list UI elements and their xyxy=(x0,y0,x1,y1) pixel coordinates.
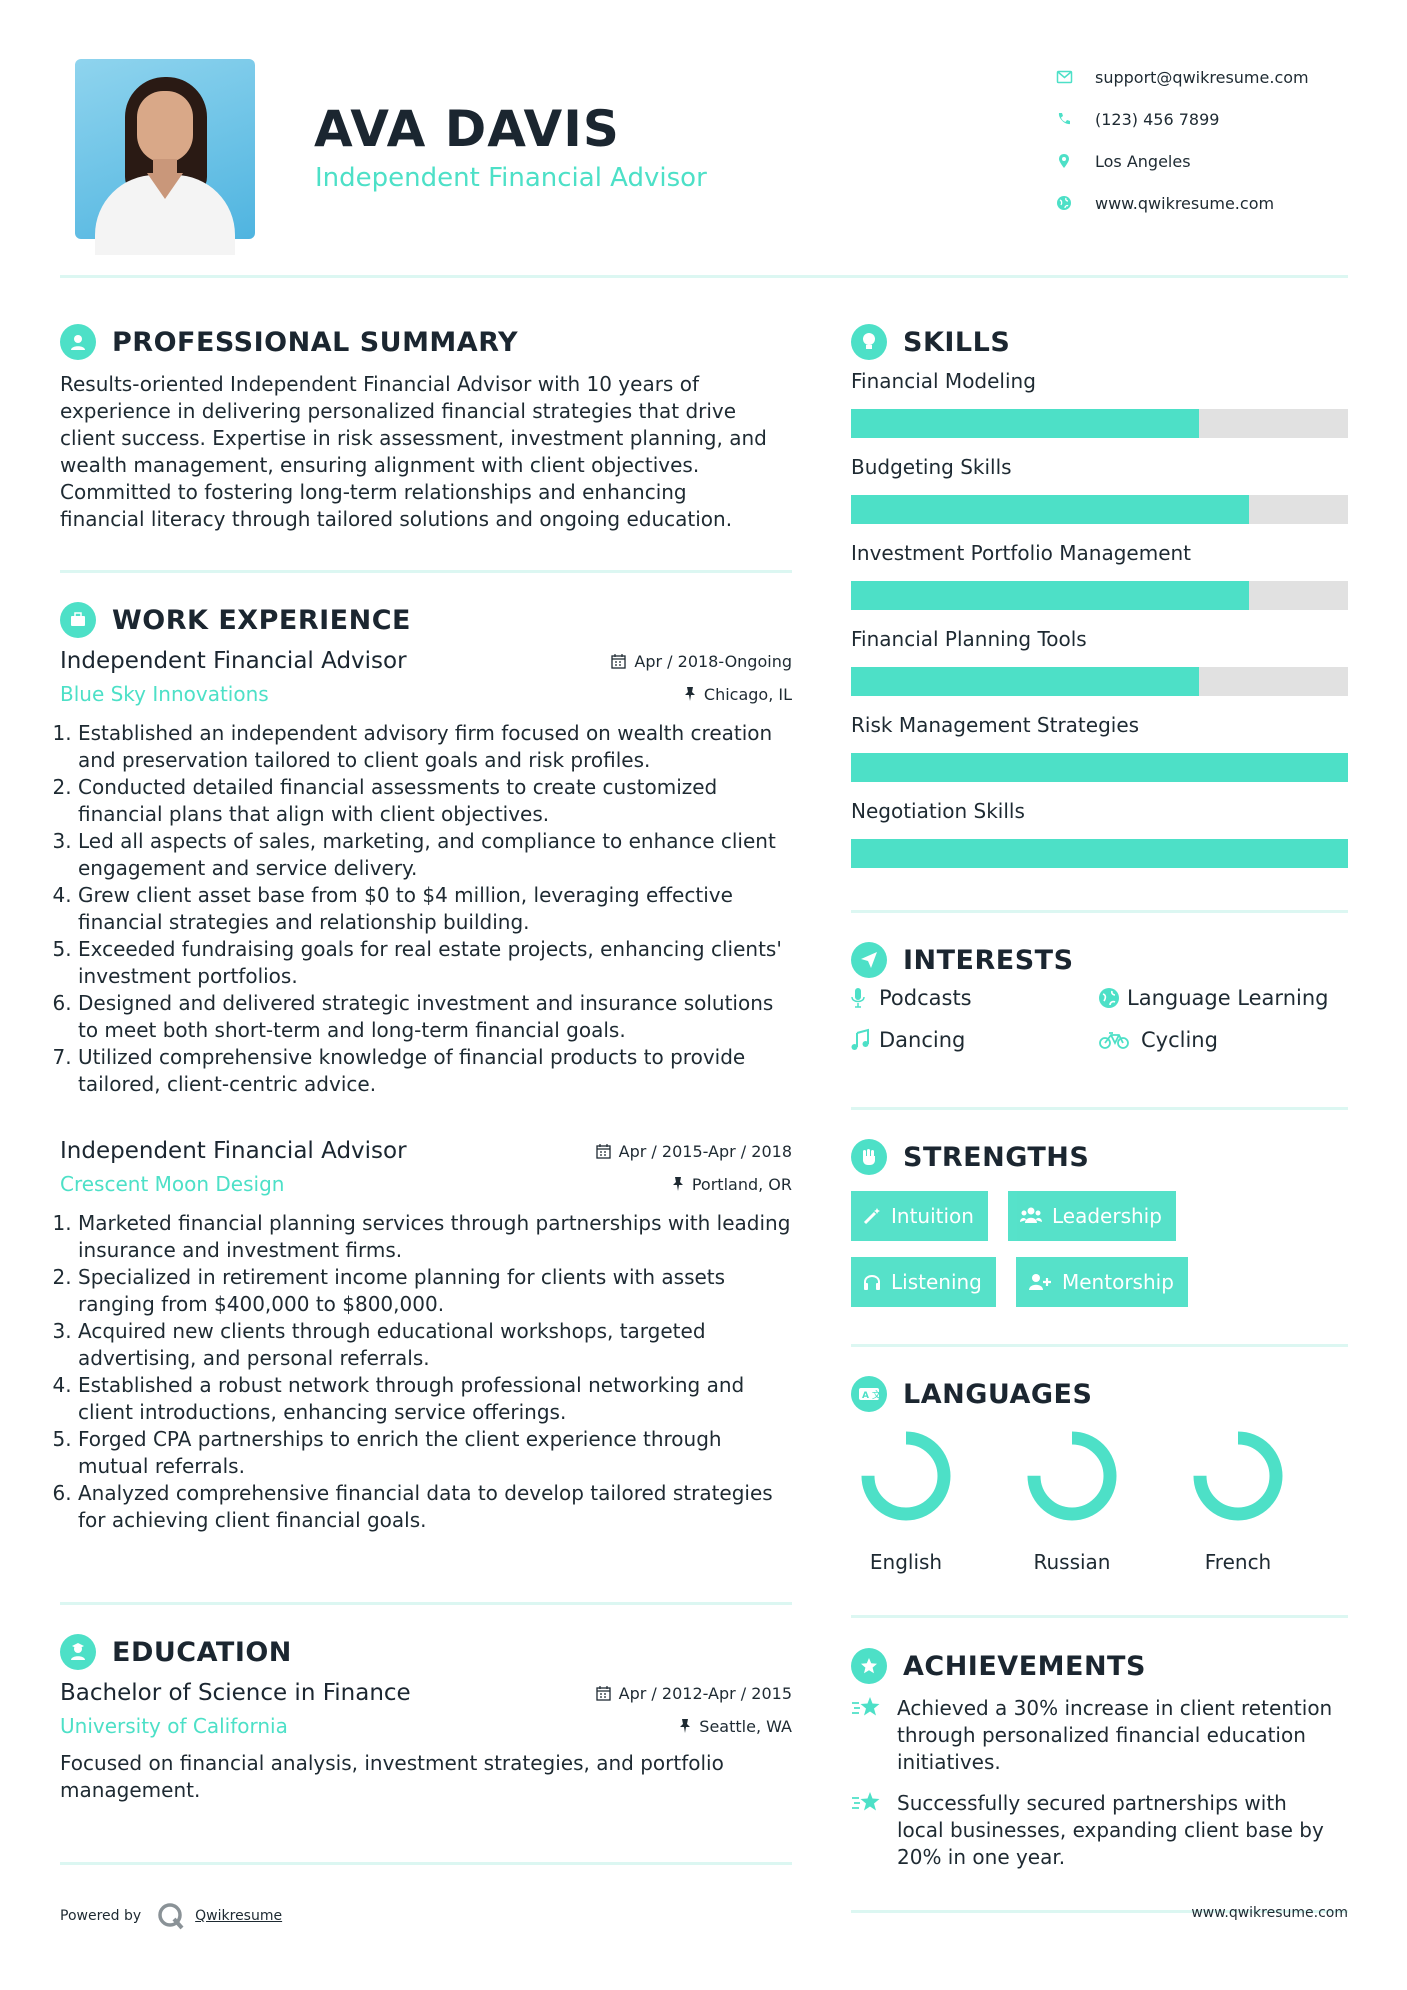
headphones-icon xyxy=(863,1273,881,1291)
language-label: Russian xyxy=(1033,1550,1111,1574)
skill-item xyxy=(851,627,1348,713)
experience-divider xyxy=(60,1602,792,1605)
microphone-icon xyxy=(851,988,879,1008)
language-label: English xyxy=(869,1550,943,1574)
interest-item: Cycling xyxy=(1099,1028,1348,1052)
summary-divider xyxy=(60,570,792,573)
languages-title: LANGUAGES xyxy=(903,1378,1093,1410)
skills-title: SKILLS xyxy=(903,326,1011,358)
job-title: Independent Financial Advisor xyxy=(60,1138,407,1164)
achievement-item: Successfully secured partnerships with local businesses, expanding client base by 20% in one year. xyxy=(851,1790,1351,1871)
job-duty-item: 6. Designed and delivered strategic investment and insurance solutions to meet both short-term and long-term financial goals. xyxy=(78,990,792,1044)
languages-heading xyxy=(851,1376,1092,1412)
job-duties-list xyxy=(60,720,792,1098)
skill-item xyxy=(851,541,1348,627)
award-icon xyxy=(851,1648,887,1684)
skill-bar xyxy=(851,839,1348,868)
summary-heading xyxy=(60,324,518,360)
header-divider xyxy=(60,275,1348,278)
email-icon xyxy=(1055,68,1073,86)
job-duty-item: 5. Forged CPA partnerships to enrich the client experience through mutual referrals. xyxy=(78,1426,792,1480)
education-heading xyxy=(60,1634,292,1670)
job-duty-item: 6. Analyzed comprehensive financial data to develop tailored strategies for achieving client financial goals. xyxy=(78,1480,792,1534)
language-level-ring xyxy=(1022,1426,1122,1526)
education-entry xyxy=(60,1680,792,1804)
interests-title: INTERESTS xyxy=(903,944,1074,976)
job-entry-2 xyxy=(60,1138,792,1534)
skill-item xyxy=(851,713,1348,799)
degree-title: Bachelor of Science in Finance xyxy=(60,1680,411,1706)
language-label: French xyxy=(1204,1550,1272,1574)
strength-chip: Listening xyxy=(851,1257,996,1307)
job-location: Chicago, IL xyxy=(684,685,792,704)
graduation-icon xyxy=(60,1634,96,1670)
fist-icon xyxy=(851,1139,887,1175)
skill-bar xyxy=(851,495,1348,524)
contact-website[interactable] xyxy=(1055,182,1309,224)
skill-label: Investment Portfolio Management xyxy=(851,541,1192,565)
skill-bar-fill xyxy=(851,495,1249,524)
job-duty-item: 3. Acquired new clients through educational workshops, targeted advertising, and personal referrals. xyxy=(78,1318,792,1372)
contact-email[interactable] xyxy=(1055,56,1309,98)
user-plus-icon xyxy=(1028,1273,1052,1291)
job-company: Blue Sky Innovations xyxy=(60,682,269,706)
languages-divider xyxy=(851,1615,1348,1618)
skill-bar-fill xyxy=(851,667,1199,696)
skills-divider xyxy=(851,910,1348,913)
skill-bar xyxy=(851,753,1348,782)
skill-item xyxy=(851,369,1348,455)
skills-list xyxy=(851,369,1348,885)
skill-item xyxy=(851,799,1348,885)
achievements-heading xyxy=(851,1648,1146,1684)
contact-location xyxy=(1055,140,1309,182)
strengths-heading xyxy=(851,1139,1089,1175)
achievement-item: Achieved a 30% increase in client retention through personalized financial education initiatives. xyxy=(851,1695,1351,1776)
pin-icon xyxy=(684,687,696,701)
interest-item: Language Learning xyxy=(1099,986,1348,1010)
calendar-icon xyxy=(611,654,626,669)
interest-item: Dancing xyxy=(851,1028,1099,1052)
skill-label: Financial Planning Tools xyxy=(851,627,1087,651)
language-item xyxy=(846,1426,966,1574)
experience-title: WORK EXPERIENCE xyxy=(112,604,411,636)
strengths-divider xyxy=(851,1344,1348,1347)
skill-bar xyxy=(851,667,1348,696)
job-duty-item: 3. Led all aspects of sales, marketing, and compliance to enhance client engagement and service delivery. xyxy=(78,828,792,882)
summary-text: Results-oriented Independent Financial Advisor with 10 years of experience in delivering personalized financial strategies that drive client success. Expertise in risk assessment, investment planning, and wealth management, ensuring alignment with client objectives. Committed to fostering long-term relationships and enhancing financial literacy through tailored solutions and ongoing education. xyxy=(60,372,767,531)
language-icon xyxy=(851,1376,887,1412)
skill-bar-fill xyxy=(851,409,1199,438)
skill-item xyxy=(851,455,1348,541)
achievements-title: ACHIEVEMENTS xyxy=(903,1650,1146,1682)
qwikresume-link[interactable]: Qwikresume xyxy=(195,1908,283,1924)
job-duty-item: 7. Utilized comprehensive knowledge of financial products to provide tailored, client-centric advice. xyxy=(78,1044,792,1098)
strength-chip: Intuition xyxy=(851,1191,988,1241)
skill-bar xyxy=(851,581,1348,610)
job-entry-1 xyxy=(60,648,792,1098)
star-icon xyxy=(851,1695,897,1776)
briefcase-icon xyxy=(60,602,96,638)
job-duty-item: 1. Marketed financial planning services through partnerships with leading insurance and investment firms. xyxy=(78,1210,792,1264)
skill-bar-fill xyxy=(851,581,1249,610)
language-level-ring xyxy=(856,1426,956,1526)
contact-phone[interactable] xyxy=(1055,98,1309,140)
job-location: Portland, OR xyxy=(672,1175,792,1194)
phone-icon xyxy=(1055,110,1073,128)
pin-icon xyxy=(672,1177,684,1191)
calendar-icon xyxy=(596,1144,611,1159)
interests-divider xyxy=(851,1107,1348,1110)
skill-label: Negotiation Skills xyxy=(851,799,1025,823)
globe-icon xyxy=(1055,194,1073,212)
language-level-arc xyxy=(1200,1438,1276,1514)
footer-website[interactable]: www.qwikresume.com xyxy=(1191,1905,1348,1921)
bicycle-icon xyxy=(1099,1031,1141,1049)
education-divider xyxy=(60,1862,792,1865)
language-item xyxy=(1012,1426,1132,1574)
job-duties-list xyxy=(60,1210,792,1534)
location-icon xyxy=(1055,152,1073,170)
job-duty-item: 5. Exceeded fundraising goals for real estate projects, enhancing clients' investment portfolios. xyxy=(78,936,792,990)
job-duty-item: 1. Established an independent advisory firm focused on wealth creation and preservation tailored to client goals and risk profiles. xyxy=(78,720,792,774)
education-location: Seattle, WA xyxy=(679,1717,792,1736)
strength-chip: Leadership xyxy=(1008,1191,1176,1241)
calendar-icon xyxy=(596,1686,611,1701)
profile-photo xyxy=(75,59,255,239)
powered-by xyxy=(60,1902,282,1930)
skill-label: Budgeting Skills xyxy=(851,455,1012,479)
skill-bar-fill xyxy=(851,753,1348,782)
contact-location-text: Los Angeles xyxy=(1095,151,1191,171)
job-company: Crescent Moon Design xyxy=(60,1172,285,1196)
candidate-title: Independent Financial Advisor xyxy=(315,163,707,193)
job-title: Independent Financial Advisor xyxy=(60,648,407,674)
star-icon xyxy=(851,1790,897,1871)
job-duty-item: 4. Grew client asset base from $0 to $4 million, leveraging effective financial strategies and relationship building. xyxy=(78,882,792,936)
candidate-name: AVA DAVIS xyxy=(314,100,620,158)
education-title: EDUCATION xyxy=(112,1636,292,1668)
strength-chip: Mentorship xyxy=(1016,1257,1188,1307)
experience-heading xyxy=(60,602,411,638)
job-duty-item: 4. Established a robust network through professional networking and client introductions, enhancing service offerings. xyxy=(78,1372,792,1426)
skill-bar xyxy=(851,409,1348,438)
contact-email-text: support@qwikresume.com xyxy=(1095,67,1309,87)
users-icon xyxy=(1020,1207,1042,1225)
paper-plane-icon xyxy=(851,942,887,978)
lightbulb-icon xyxy=(851,324,887,360)
user-icon xyxy=(60,324,96,360)
interests-list xyxy=(851,986,1348,1052)
contact-list xyxy=(1055,56,1309,224)
qwikresume-logo-icon xyxy=(157,1902,185,1930)
education-dates: Apr / 2012-Apr / 2015 xyxy=(596,1684,792,1703)
strengths-title: STRENGTHS xyxy=(903,1141,1090,1173)
powered-by-text: Powered by xyxy=(60,1908,142,1924)
job-dates: Apr / 2015-Apr / 2018 xyxy=(596,1142,792,1161)
job-dates: Apr / 2018-Ongoing xyxy=(611,652,792,671)
music-note-icon xyxy=(851,1030,879,1050)
skills-heading xyxy=(851,324,1010,360)
job-duty-item: 2. Conducted detailed financial assessments to create customized financial plans that align with client objectives. xyxy=(78,774,792,828)
magic-wand-icon xyxy=(863,1207,881,1225)
skill-bar-fill xyxy=(851,839,1348,868)
contact-phone-text: (123) 456 7899 xyxy=(1095,109,1220,129)
language-level-arc xyxy=(868,1438,944,1514)
language-level-ring xyxy=(1188,1426,1288,1526)
svg-text:A 文: A 文 xyxy=(862,1391,882,1401)
globe-icon xyxy=(1099,988,1127,1008)
summary-title: PROFESSIONAL SUMMARY xyxy=(112,326,519,358)
pin-icon xyxy=(679,1719,691,1733)
contact-website-text: www.qwikresume.com xyxy=(1095,193,1275,213)
education-description: Focused on financial analysis, investment strategies, and portfolio management. xyxy=(60,1751,724,1802)
skill-label: Financial Modeling xyxy=(851,369,1036,393)
job-duty-item: 2. Specialized in retirement income planning for clients with assets ranging from $400,000 to $800,000. xyxy=(78,1264,792,1318)
school-name: University of California xyxy=(60,1714,288,1738)
interest-item: Podcasts xyxy=(851,986,1099,1010)
language-level-arc xyxy=(1034,1438,1110,1514)
interests-heading xyxy=(851,942,1074,978)
skill-label: Risk Management Strategies xyxy=(851,713,1140,737)
language-item xyxy=(1178,1426,1298,1574)
